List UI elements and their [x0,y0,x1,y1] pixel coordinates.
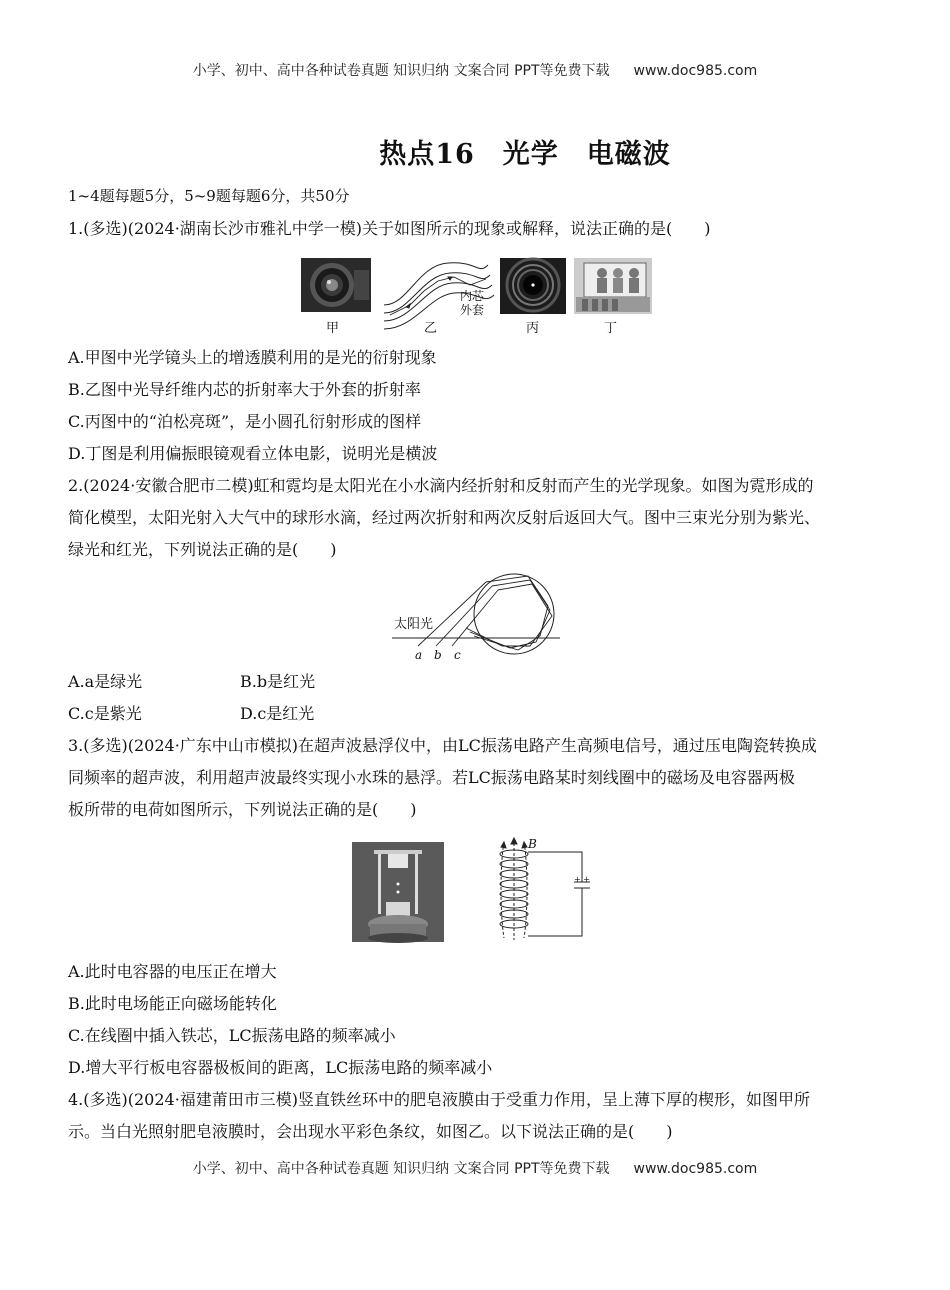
q3-stem-line-2: 同频率的超声波，利用超声波最终实现小水珠的悬浮。若LC振荡电路某时刻线圈中的磁场及电容器两极 [68,768,795,787]
q2-stem-line-1: 2.(2024·安徽合肥市二模)虹和霓均是太阳光在小水滴内经折射和反射而产生的光学现象。如图为霓形成的 [68,476,814,495]
q1-stem: 1.(多选)(2024·湖南长沙市雅礼中学一模)关于如图所示的现象或解释，说法正确的是( ) [68,219,711,238]
footer-site[interactable]: www.doc985.com [633,1161,758,1177]
fig-label-bing: 丙 [526,321,540,336]
page-header [0,60,950,80]
ray-label-a: a [415,648,423,662]
fiber-label-cladding: 外套 [460,303,485,317]
lens-photo [301,258,371,312]
page-title: 热点16 光学 电磁波 [379,139,671,170]
q4-stem-line-1: 4.(多选)(2024·福建莆田市三模)竖直铁丝环中的肥皂液膜由于受重力作用，呈上薄下厚的楔形，如图甲所 [68,1090,811,1109]
scoring-note: 1~4题每题5分，5~9题每题6分，共50分 [68,187,350,205]
q2-figure [390,566,590,664]
q3-option-d: D.增大平行板电容器极板间的距离，LC振荡电路的频率减小 [68,1058,493,1077]
fig-label-yi: 乙 [424,321,438,336]
q3-stem-line-3: 板所带的电荷如图所示，下列说法正确的是( ) [68,800,417,819]
q3-option-c: C.在线圈中插入铁芯，LC振荡电路的频率减小 [68,1026,396,1045]
q1-option-a: A.甲图中光学镜头上的增透膜利用的是光的衍射现象 [68,348,437,367]
water-droplet [474,574,554,654]
q2-stem-line-2: 简化模型，太阳光射入大气中的球形水滴，经过两次折射和两次反射后返回大气。图中三束光分别为紫光、 [68,508,821,527]
fig-label-jia: 甲 [326,321,340,336]
sunlight-label: 太阳光 [394,617,434,632]
footer-text: 小学、初中、高中各种试卷真题 知识归纳 文案合同 PPT等免费下载 [192,1161,610,1177]
field-label-b: B [528,837,537,851]
ray-label-b: b [434,648,442,662]
fig-label-ding: 丁 [604,321,618,336]
q1-option-d: D.丁图是利用偏振眼镜观看立体电影，说明光是横波 [68,444,438,463]
q1-figure [298,255,658,337]
q3-option-b: B.此时电场能正向磁场能转化 [68,994,277,1013]
header-site[interactable]: www.doc985.com [633,63,758,79]
q1-option-b: B.乙图中光导纤维内芯的折射率大于外套的折射率 [68,380,421,399]
fiber-label-core: 内芯 [460,289,485,303]
poisson-spot-image [500,258,566,314]
q2-option-d: D.c是红光 [240,704,315,723]
lc-circuit-diagram [484,834,596,944]
q4-stem-line-2: 示。当白光照射肥皂液膜时，会出现水平彩色条纹，如图乙。以下说法正确的是( ) [68,1122,673,1141]
page-footer [0,1158,950,1178]
q3-stem-line-1: 3.(多选)(2024·广东中山市模拟)在超声波悬浮仪中，由LC振荡电路产生高频电信号，通过压电陶瓷转换成 [68,736,817,755]
q2-option-a: A.a是绿光 [68,672,143,691]
cinema-image [574,258,652,314]
ray-label-c: c [454,648,461,662]
q3-option-a: A.此时电容器的电压正在增大 [68,962,277,981]
q2-option-c: C.c是紫光 [68,704,142,723]
plus-charge: + + [574,875,590,884]
q2-option-b: B.b是红光 [240,672,316,691]
q2-stem-line-3: 绿光和红光，下列说法正确的是( ) [68,540,337,559]
header-text: 小学、初中、高中各种试卷真题 知识归纳 文案合同 PPT等免费下载 [192,63,610,79]
levitator-photo [350,836,450,944]
q1-option-c: C.丙图中的“泊松亮斑”，是小圆孔衍射形成的图样 [68,412,422,431]
